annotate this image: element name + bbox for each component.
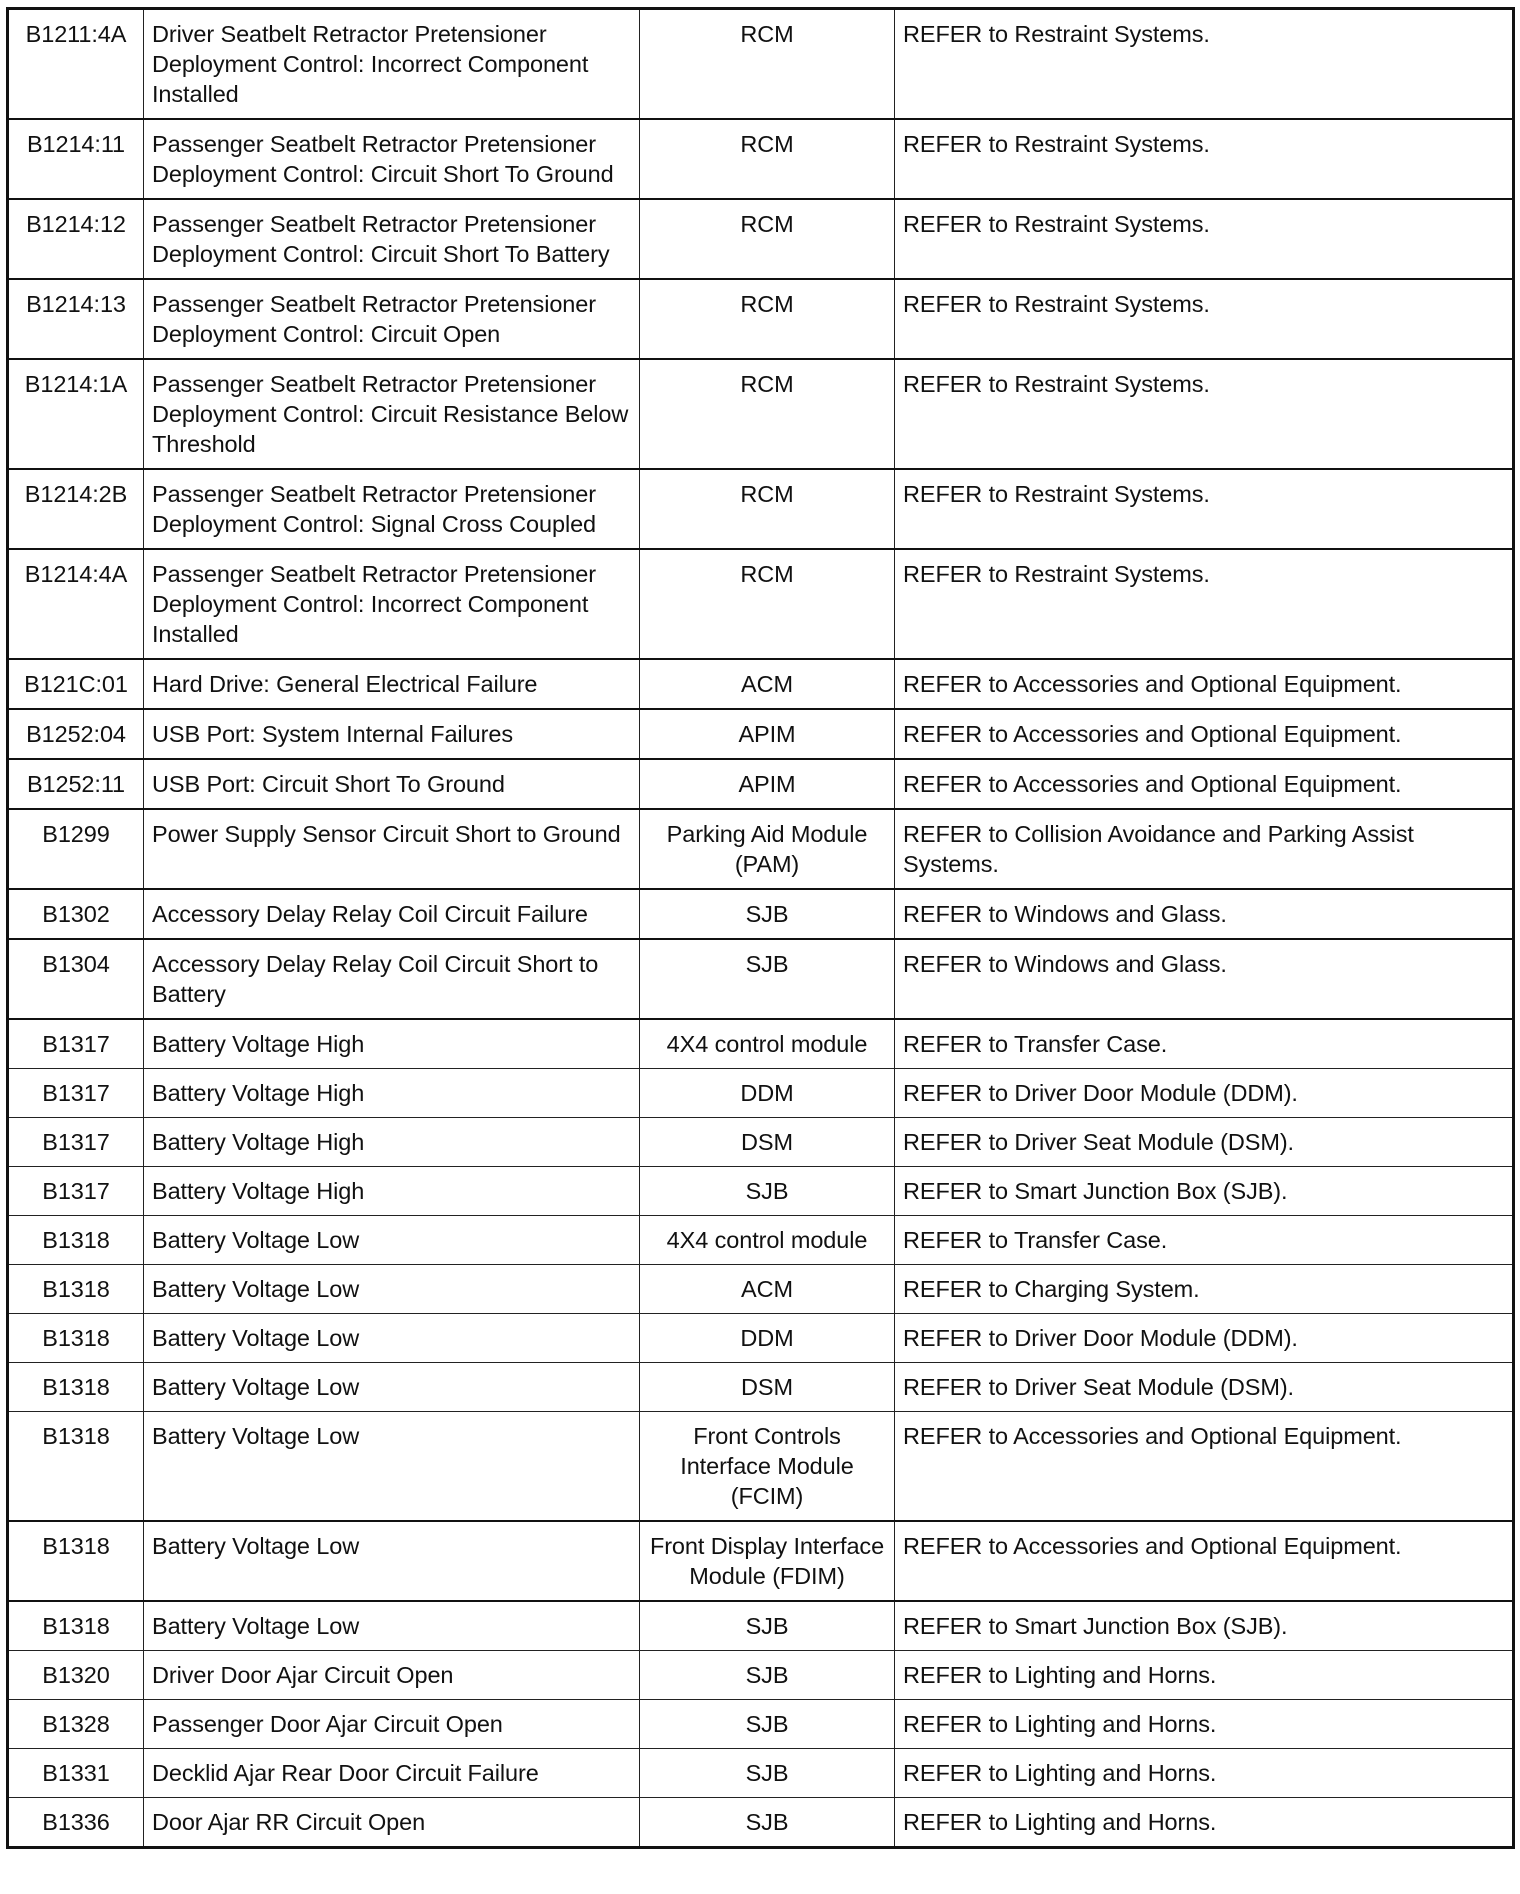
module-cell bbox=[640, 809, 895, 889]
dtc-code-cell bbox=[8, 709, 144, 759]
action-cell bbox=[895, 809, 1514, 889]
module-cell bbox=[640, 359, 895, 469]
dtc-code-cell bbox=[8, 1700, 144, 1749]
dtc-code: B1299 bbox=[42, 821, 110, 847]
module-name: SJB bbox=[745, 1711, 789, 1737]
module-name: SJB bbox=[745, 1613, 789, 1639]
action-text: REFER to Lighting and Horns. bbox=[903, 1711, 1217, 1737]
module-cell bbox=[640, 1651, 895, 1700]
action-text: REFER to Accessories and Optional Equipment. bbox=[903, 771, 1402, 797]
dtc-description: Battery Voltage High bbox=[152, 1031, 365, 1057]
module-name: 4X4 control module bbox=[666, 1227, 868, 1253]
action-cell bbox=[895, 1363, 1514, 1412]
action-text: REFER to Restraint Systems. bbox=[903, 291, 1210, 317]
table-row bbox=[8, 939, 1514, 1019]
action-text: REFER to Lighting and Horns. bbox=[903, 1662, 1217, 1688]
description-cell bbox=[144, 1601, 640, 1651]
module-cell bbox=[640, 469, 895, 549]
action-cell bbox=[895, 759, 1514, 809]
dtc-code: B1317 bbox=[42, 1129, 110, 1155]
dtc-description: Passenger Door Ajar Circuit Open bbox=[152, 1711, 503, 1737]
module-name: RCM bbox=[740, 291, 794, 317]
action-text: REFER to Restraint Systems. bbox=[903, 371, 1210, 397]
dtc-code: B1331 bbox=[42, 1760, 110, 1786]
dtc-code: B1318 bbox=[42, 1227, 110, 1253]
description-cell bbox=[144, 1700, 640, 1749]
dtc-description: Driver Door Ajar Circuit Open bbox=[152, 1662, 454, 1688]
dtc-description: Battery Voltage Low bbox=[152, 1613, 360, 1639]
table-row bbox=[8, 1314, 1514, 1363]
action-text: REFER to Restraint Systems. bbox=[903, 21, 1210, 47]
table-row bbox=[8, 1118, 1514, 1167]
dtc-code-cell bbox=[8, 1265, 144, 1314]
module-cell bbox=[640, 709, 895, 759]
table-row bbox=[8, 659, 1514, 709]
description-cell bbox=[144, 709, 640, 759]
dtc-code-cell bbox=[8, 1069, 144, 1118]
module-cell bbox=[640, 659, 895, 709]
action-text: REFER to Restraint Systems. bbox=[903, 211, 1210, 237]
description-cell bbox=[144, 889, 640, 939]
dtc-code-cell bbox=[8, 279, 144, 359]
module-cell bbox=[640, 119, 895, 199]
dtc-code-cell bbox=[8, 549, 144, 659]
dtc-code-cell bbox=[8, 889, 144, 939]
description-cell bbox=[144, 1521, 640, 1601]
module-cell bbox=[640, 1601, 895, 1651]
dtc-code: B1336 bbox=[42, 1809, 110, 1835]
table-row bbox=[8, 549, 1514, 659]
description-cell bbox=[144, 9, 640, 120]
description-cell bbox=[144, 549, 640, 659]
action-text: REFER to Restraint Systems. bbox=[903, 561, 1210, 587]
action-text: REFER to Transfer Case. bbox=[903, 1031, 1168, 1057]
description-cell bbox=[144, 1019, 640, 1069]
module-cell bbox=[640, 1798, 895, 1848]
dtc-code-cell bbox=[8, 1798, 144, 1848]
module-name: Front Display Interface Module (FDIM) bbox=[649, 1533, 885, 1589]
action-text: REFER to Driver Seat Module (DSM). bbox=[903, 1129, 1294, 1155]
action-text: REFER to Lighting and Horns. bbox=[903, 1760, 1217, 1786]
table-row bbox=[8, 1521, 1514, 1601]
dtc-code-cell bbox=[8, 1363, 144, 1412]
dtc-description: Battery Voltage High bbox=[152, 1129, 365, 1155]
description-cell bbox=[144, 359, 640, 469]
description-cell bbox=[144, 1118, 640, 1167]
module-name: RCM bbox=[740, 21, 794, 47]
module-cell bbox=[640, 549, 895, 659]
table-row bbox=[8, 1363, 1514, 1412]
description-cell bbox=[144, 1749, 640, 1798]
action-cell bbox=[895, 359, 1514, 469]
dtc-code: B1318 bbox=[42, 1276, 110, 1302]
dtc-code: B1302 bbox=[42, 901, 110, 927]
dtc-description: Door Ajar RR Circuit Open bbox=[152, 1809, 426, 1835]
table-row bbox=[8, 1167, 1514, 1216]
action-cell bbox=[895, 1216, 1514, 1265]
action-cell bbox=[895, 1118, 1514, 1167]
table-row bbox=[8, 279, 1514, 359]
table-row bbox=[8, 889, 1514, 939]
table-row bbox=[8, 9, 1514, 120]
dtc-code-cell bbox=[8, 1412, 144, 1522]
description-cell bbox=[144, 1314, 640, 1363]
dtc-code-cell bbox=[8, 659, 144, 709]
action-text: REFER to Windows and Glass. bbox=[903, 951, 1227, 977]
module-name: SJB bbox=[745, 951, 789, 977]
module-name: SJB bbox=[745, 1809, 789, 1835]
dtc-code-cell bbox=[8, 1601, 144, 1651]
dtc-code: B1317 bbox=[42, 1178, 110, 1204]
module-cell bbox=[640, 1363, 895, 1412]
module-cell bbox=[640, 1167, 895, 1216]
action-text: REFER to Accessories and Optional Equipment. bbox=[903, 1533, 1402, 1559]
module-name: DSM bbox=[741, 1129, 793, 1155]
action-cell bbox=[895, 1069, 1514, 1118]
dtc-code-cell bbox=[8, 939, 144, 1019]
module-cell bbox=[640, 1118, 895, 1167]
dtc-code: B1214:11 bbox=[26, 131, 126, 157]
module-name: ACM bbox=[741, 671, 793, 697]
dtc-description: USB Port: System Internal Failures bbox=[152, 721, 513, 747]
action-text: REFER to Transfer Case. bbox=[903, 1227, 1168, 1253]
action-text: REFER to Restraint Systems. bbox=[903, 131, 1210, 157]
dtc-code-cell bbox=[8, 1118, 144, 1167]
action-text: REFER to Driver Door Module (DDM). bbox=[903, 1325, 1298, 1351]
description-cell bbox=[144, 119, 640, 199]
description-cell bbox=[144, 1265, 640, 1314]
dtc-description: Passenger Seatbelt Retractor Pretensioner Deployment Control: Circuit Open bbox=[152, 291, 596, 347]
table-row bbox=[8, 199, 1514, 279]
module-cell bbox=[640, 759, 895, 809]
module-name: SJB bbox=[745, 1178, 789, 1204]
action-text: REFER to Smart Junction Box (SJB). bbox=[903, 1613, 1288, 1639]
dtc-code-cell bbox=[8, 119, 144, 199]
dtc-description: Accessory Delay Relay Coil Circuit Failure bbox=[152, 901, 588, 927]
description-cell bbox=[144, 199, 640, 279]
action-text: REFER to Charging System. bbox=[903, 1276, 1200, 1302]
dtc-description: Passenger Seatbelt Retractor Pretensioner Deployment Control: Circuit Short To Battery bbox=[152, 211, 610, 267]
dtc-description: Battery Voltage Low bbox=[152, 1227, 360, 1253]
dtc-description: Decklid Ajar Rear Door Circuit Failure bbox=[152, 1760, 539, 1786]
dtc-description: Battery Voltage Low bbox=[152, 1374, 360, 1400]
action-cell bbox=[895, 1314, 1514, 1363]
module-cell bbox=[640, 1314, 895, 1363]
action-cell bbox=[895, 1700, 1514, 1749]
dtc-description: Battery Voltage Low bbox=[152, 1276, 360, 1302]
module-name: 4X4 control module bbox=[666, 1031, 868, 1057]
table-row bbox=[8, 1651, 1514, 1700]
description-cell bbox=[144, 279, 640, 359]
module-cell bbox=[640, 1069, 895, 1118]
dtc-code: B1252:04 bbox=[26, 721, 126, 747]
module-name: RCM bbox=[740, 561, 794, 587]
module-name: DSM bbox=[741, 1374, 793, 1400]
module-cell bbox=[640, 1265, 895, 1314]
action-text: REFER to Accessories and Optional Equipment. bbox=[903, 671, 1402, 697]
description-cell bbox=[144, 1651, 640, 1700]
dtc-description: Battery Voltage Low bbox=[152, 1533, 360, 1559]
description-cell bbox=[144, 659, 640, 709]
table-row bbox=[8, 1412, 1514, 1522]
action-text: REFER to Windows and Glass. bbox=[903, 901, 1227, 927]
action-text: REFER to Restraint Systems. bbox=[903, 481, 1210, 507]
dtc-code: B1318 bbox=[42, 1325, 110, 1351]
dtc-code: B1304 bbox=[42, 951, 110, 977]
dtc-description: Battery Voltage High bbox=[152, 1178, 365, 1204]
dtc-code-cell bbox=[8, 1167, 144, 1216]
action-text: REFER to Accessories and Optional Equipment. bbox=[903, 1423, 1402, 1449]
table-row bbox=[8, 469, 1514, 549]
action-cell bbox=[895, 1521, 1514, 1601]
action-cell bbox=[895, 549, 1514, 659]
dtc-code: B1214:13 bbox=[26, 291, 126, 317]
action-text: REFER to Driver Door Module (DDM). bbox=[903, 1080, 1298, 1106]
dtc-code: B1317 bbox=[42, 1031, 110, 1057]
module-name: SJB bbox=[745, 1760, 789, 1786]
action-cell bbox=[895, 1167, 1514, 1216]
action-cell bbox=[895, 1412, 1514, 1522]
table-row bbox=[8, 759, 1514, 809]
module-cell bbox=[640, 939, 895, 1019]
description-cell bbox=[144, 1167, 640, 1216]
table-row bbox=[8, 1019, 1514, 1069]
dtc-code-cell bbox=[8, 1216, 144, 1265]
dtc-description: Driver Seatbelt Retractor Pretensioner Deployment Control: Incorrect Component Installed bbox=[152, 21, 589, 107]
dtc-table-body bbox=[8, 9, 1514, 1848]
action-cell bbox=[895, 709, 1514, 759]
module-name: RCM bbox=[740, 131, 794, 157]
module-name: ACM bbox=[741, 1276, 793, 1302]
table-row bbox=[8, 1265, 1514, 1314]
description-cell bbox=[144, 809, 640, 889]
action-text: REFER to Accessories and Optional Equipment. bbox=[903, 721, 1402, 747]
dtc-description: Battery Voltage Low bbox=[152, 1423, 360, 1449]
dtc-code-cell bbox=[8, 1651, 144, 1700]
description-cell bbox=[144, 939, 640, 1019]
dtc-code-cell bbox=[8, 759, 144, 809]
table-row bbox=[8, 1216, 1514, 1265]
dtc-description: Battery Voltage Low bbox=[152, 1325, 360, 1351]
module-name: SJB bbox=[745, 901, 789, 927]
dtc-description: Passenger Seatbelt Retractor Pretensioner Deployment Control: Signal Cross Coupled bbox=[152, 481, 597, 537]
module-name: RCM bbox=[740, 481, 794, 507]
description-cell bbox=[144, 1412, 640, 1522]
table-row bbox=[8, 1069, 1514, 1118]
action-cell bbox=[895, 9, 1514, 120]
dtc-code-cell bbox=[8, 1314, 144, 1363]
module-name: Front Controls Interface Module (FCIM) bbox=[680, 1423, 854, 1509]
dtc-code: B1214:4A bbox=[24, 561, 128, 587]
action-cell bbox=[895, 279, 1514, 359]
dtc-code: B121C:01 bbox=[24, 671, 128, 697]
dtc-code: B1317 bbox=[42, 1080, 110, 1106]
dtc-description: Hard Drive: General Electrical Failure bbox=[152, 671, 538, 697]
module-name: Parking Aid Module (PAM) bbox=[666, 821, 868, 877]
description-cell bbox=[144, 1069, 640, 1118]
dtc-description: Passenger Seatbelt Retractor Pretensioner Deployment Control: Circuit Resistance Below Threshold bbox=[152, 371, 629, 457]
action-cell bbox=[895, 469, 1514, 549]
module-cell bbox=[640, 1216, 895, 1265]
dtc-code-cell bbox=[8, 199, 144, 279]
module-name: APIM bbox=[738, 721, 796, 747]
table-row bbox=[8, 1700, 1514, 1749]
module-name: RCM bbox=[740, 371, 794, 397]
module-cell bbox=[640, 9, 895, 120]
dtc-table bbox=[6, 7, 1515, 1849]
dtc-code: B1211:4A bbox=[25, 21, 127, 47]
table-row bbox=[8, 359, 1514, 469]
action-text: REFER to Collision Avoidance and Parking Assist Systems. bbox=[903, 821, 1414, 877]
action-cell bbox=[895, 119, 1514, 199]
action-cell bbox=[895, 1798, 1514, 1848]
action-cell bbox=[895, 1265, 1514, 1314]
module-name: DDM bbox=[740, 1325, 794, 1351]
action-cell bbox=[895, 1749, 1514, 1798]
action-text: REFER to Smart Junction Box (SJB). bbox=[903, 1178, 1288, 1204]
dtc-description: Power Supply Sensor Circuit Short to Ground bbox=[152, 821, 621, 847]
table-row bbox=[8, 709, 1514, 759]
dtc-code-cell bbox=[8, 359, 144, 469]
dtc-code-cell bbox=[8, 809, 144, 889]
action-cell bbox=[895, 939, 1514, 1019]
action-cell bbox=[895, 889, 1514, 939]
action-text: REFER to Lighting and Horns. bbox=[903, 1809, 1217, 1835]
module-name: RCM bbox=[740, 211, 794, 237]
dtc-code-cell bbox=[8, 1019, 144, 1069]
dtc-code: B1328 bbox=[42, 1711, 110, 1737]
module-cell bbox=[640, 279, 895, 359]
module-cell bbox=[640, 1019, 895, 1069]
dtc-code: B1320 bbox=[42, 1662, 110, 1688]
dtc-code: B1318 bbox=[42, 1533, 110, 1559]
dtc-description: Passenger Seatbelt Retractor Pretensioner Deployment Control: Circuit Short To Ground bbox=[152, 131, 614, 187]
dtc-code: B1318 bbox=[42, 1423, 110, 1449]
action-cell bbox=[895, 199, 1514, 279]
module-name: SJB bbox=[745, 1662, 789, 1688]
action-cell bbox=[895, 1651, 1514, 1700]
action-text: REFER to Driver Seat Module (DSM). bbox=[903, 1374, 1294, 1400]
module-cell bbox=[640, 1749, 895, 1798]
dtc-description: Passenger Seatbelt Retractor Pretensioner Deployment Control: Incorrect Component Installed bbox=[152, 561, 596, 647]
table-row bbox=[8, 1798, 1514, 1848]
description-cell bbox=[144, 469, 640, 549]
description-cell bbox=[144, 1363, 640, 1412]
dtc-code-cell bbox=[8, 1749, 144, 1798]
description-cell bbox=[144, 1798, 640, 1848]
module-cell bbox=[640, 889, 895, 939]
module-name: DDM bbox=[740, 1080, 794, 1106]
action-cell bbox=[895, 1601, 1514, 1651]
action-cell bbox=[895, 1019, 1514, 1069]
dtc-code-cell bbox=[8, 9, 144, 120]
module-cell bbox=[640, 1521, 895, 1601]
dtc-code: B1214:1A bbox=[24, 371, 128, 397]
dtc-description: USB Port: Circuit Short To Ground bbox=[152, 771, 505, 797]
table-row bbox=[8, 1749, 1514, 1798]
dtc-code: B1214:12 bbox=[26, 211, 126, 237]
dtc-code: B1214:2B bbox=[24, 481, 128, 507]
dtc-code-cell bbox=[8, 1521, 144, 1601]
table-row bbox=[8, 809, 1514, 889]
dtc-code: B1318 bbox=[42, 1374, 110, 1400]
dtc-description: Battery Voltage High bbox=[152, 1080, 365, 1106]
module-cell bbox=[640, 1412, 895, 1522]
module-cell bbox=[640, 199, 895, 279]
description-cell bbox=[144, 759, 640, 809]
dtc-code-cell bbox=[8, 469, 144, 549]
dtc-code: B1252:11 bbox=[26, 771, 126, 797]
description-cell bbox=[144, 1216, 640, 1265]
dtc-description: Accessory Delay Relay Coil Circuit Short to Battery bbox=[152, 951, 599, 1007]
table-row bbox=[8, 119, 1514, 199]
module-cell bbox=[640, 1700, 895, 1749]
dtc-code: B1318 bbox=[42, 1613, 110, 1639]
module-name: APIM bbox=[738, 771, 796, 797]
action-cell bbox=[895, 659, 1514, 709]
table-row bbox=[8, 1601, 1514, 1651]
